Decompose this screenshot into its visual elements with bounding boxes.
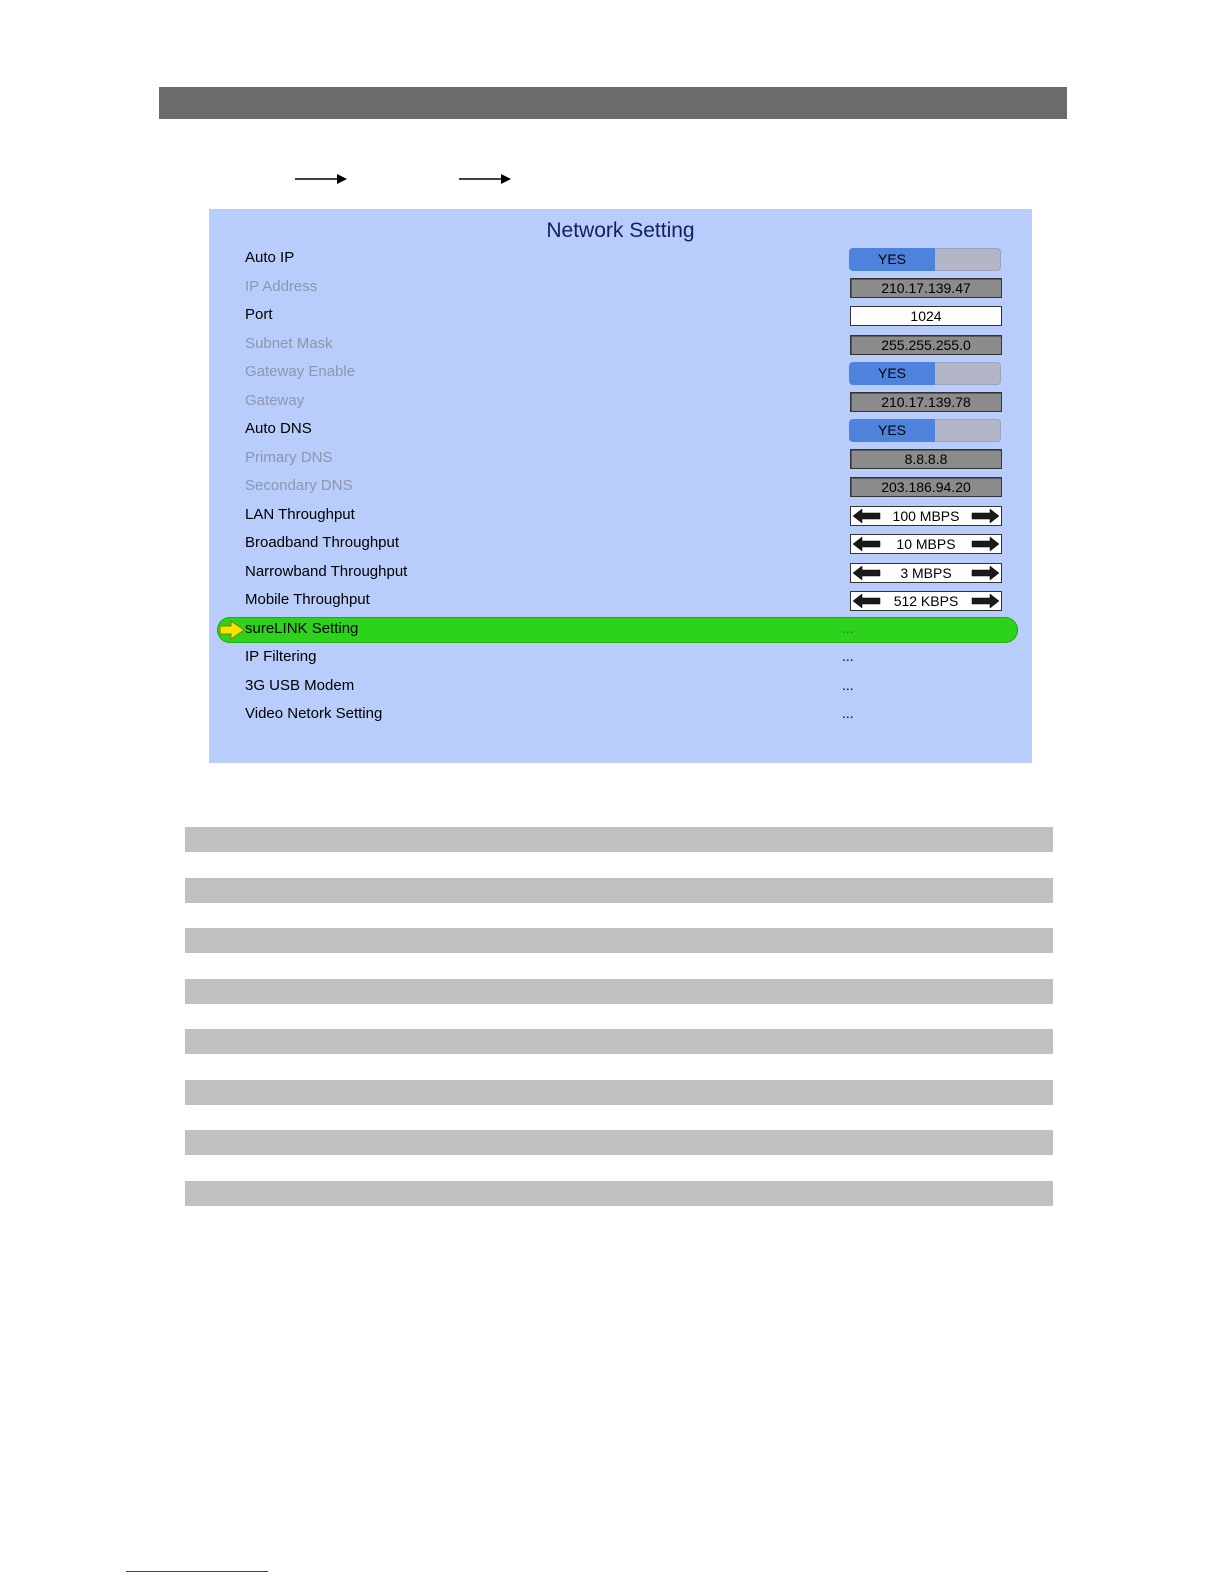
setting-label: Subnet Mask — [245, 334, 333, 352]
toggle-on-label: YES — [849, 419, 935, 442]
setting-label: LAN Throughput — [245, 505, 355, 523]
selector-value: 3 MBPS — [900, 564, 952, 581]
left-arrow-icon[interactable] — [852, 593, 882, 609]
right-arrow-icon[interactable] — [970, 508, 1000, 524]
table-row-bar — [185, 1029, 1053, 1054]
setting-row-auto-ip[interactable] — [209, 245, 1032, 273]
setting-row-secondary-dns — [209, 473, 1032, 501]
setting-label: Mobile Throughput — [245, 591, 370, 608]
broadband-throughput-selector[interactable] — [850, 534, 1002, 554]
setting-row-gateway-enable — [209, 359, 1032, 387]
left-arrow-icon[interactable] — [852, 508, 882, 524]
footer-link-underline[interactable] — [126, 1571, 268, 1572]
setting-row-surelink-setting[interactable] — [209, 616, 1032, 644]
toggle-on-label: YES — [849, 248, 935, 271]
breadcrumb-arrow-icon — [295, 172, 347, 186]
setting-row-lan-throughput[interactable] — [209, 502, 1032, 530]
setting-row-mobile-throughput[interactable] — [209, 587, 1032, 615]
selector-value: 512 KBPS — [893, 593, 959, 609]
left-arrow-icon[interactable] — [852, 565, 882, 581]
setting-label: Narrowband Throughput — [245, 562, 408, 580]
selector-value: 10 MBPS — [896, 536, 956, 552]
setting-row-auto-dns[interactable] — [209, 416, 1032, 444]
setting-label: Gateway Enable — [245, 363, 356, 380]
auto-dns-toggle[interactable] — [849, 419, 1001, 442]
setting-row-port[interactable] — [209, 302, 1032, 330]
setting-label: IP Filtering — [245, 648, 317, 665]
port-field[interactable]: 1024 — [850, 306, 1002, 326]
secondary-dns-field: 203.186.94.20 — [850, 477, 1002, 497]
network-setting-panel — [209, 209, 1032, 763]
panel-title: Network Setting — [546, 219, 695, 242]
submenu-ellipsis[interactable]: ... — [842, 648, 854, 664]
setting-row-primary-dns — [209, 445, 1032, 473]
gateway-enable-toggle — [849, 362, 1001, 385]
submenu-ellipsis[interactable]: ... — [842, 619, 854, 636]
ip-address-field: 210.17.139.47 — [850, 278, 1002, 298]
subnet-mask-field: 255.255.255.0 — [850, 335, 1002, 355]
setting-label: 3G USB Modem — [245, 676, 355, 694]
breadcrumb-arrow-icon — [459, 172, 511, 186]
table-row-bar — [185, 1130, 1053, 1155]
lan-throughput-selector[interactable] — [850, 506, 1002, 526]
setting-label: sureLINK Setting — [245, 619, 359, 637]
left-arrow-icon[interactable] — [852, 536, 882, 552]
setting-label: Auto DNS — [245, 420, 312, 437]
setting-label: Broadband Throughput — [245, 534, 400, 551]
right-arrow-icon[interactable] — [970, 593, 1000, 609]
table-row-bar — [185, 827, 1053, 852]
right-arrow-icon[interactable] — [970, 536, 1000, 552]
setting-row-subnet-mask — [209, 331, 1032, 359]
table-row-bar — [185, 928, 1053, 953]
setting-label: Auto IP — [245, 249, 295, 266]
submenu-ellipsis[interactable]: ... — [842, 676, 854, 693]
setting-label: Secondary DNS — [245, 477, 353, 494]
submenu-ellipsis[interactable]: ... — [842, 705, 854, 721]
table-row-bar — [185, 878, 1053, 903]
setting-row-ip-filtering[interactable] — [209, 644, 1032, 672]
setting-label: Primary DNS — [245, 448, 333, 466]
setting-row-ip-address — [209, 274, 1032, 302]
right-arrow-icon[interactable] — [970, 565, 1000, 581]
setting-row-3g-usb-modem[interactable] — [209, 673, 1032, 701]
mobile-throughput-selector[interactable] — [850, 591, 1002, 611]
setting-row-broadband-throughput[interactable] — [209, 530, 1032, 558]
selection-pointer-icon — [219, 620, 245, 640]
table-row-bar — [185, 979, 1053, 1004]
table-row-bar — [185, 1080, 1053, 1105]
table-row-bar — [185, 1181, 1053, 1206]
setting-label: IP Address — [245, 277, 318, 295]
setting-row-gateway — [209, 388, 1032, 416]
toggle-on-label: YES — [849, 362, 935, 385]
setting-label: Gateway — [245, 391, 305, 409]
selector-value: 100 MBPS — [892, 507, 960, 524]
setting-label: Video Netork Setting — [245, 705, 383, 722]
narrowband-throughput-selector[interactable] — [850, 563, 1002, 583]
setting-row-narrowband-throughput[interactable] — [209, 559, 1032, 587]
section-header-bar — [159, 87, 1067, 119]
auto-ip-toggle[interactable] — [849, 248, 1001, 271]
setting-label: Port — [245, 306, 273, 323]
setting-row-video-netork-setting[interactable] — [209, 701, 1032, 729]
primary-dns-field: 8.8.8.8 — [850, 449, 1002, 469]
gateway-field: 210.17.139.78 — [850, 392, 1002, 412]
